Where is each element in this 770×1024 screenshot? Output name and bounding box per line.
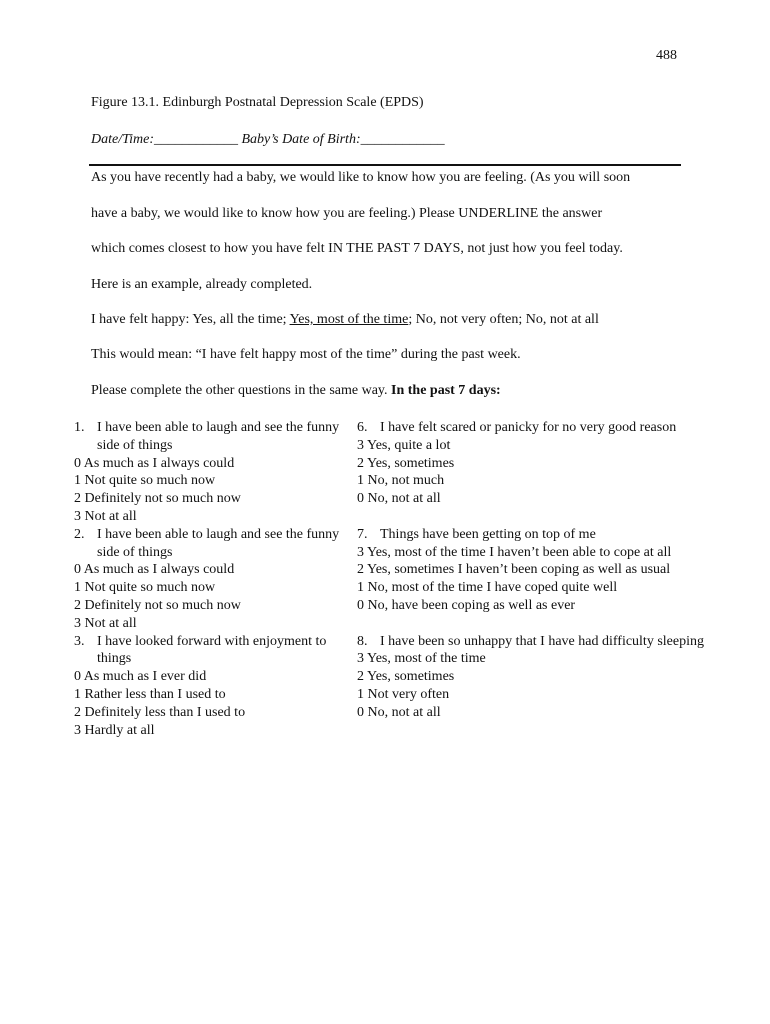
answer-option[interactable]: 3 Not at all [74, 508, 137, 524]
horizontal-rule [89, 164, 681, 166]
answer-option[interactable]: 2 Yes, sometimes I haven’t been coping as well as usual [357, 562, 671, 578]
answer-option[interactable]: 0 As much as I ever did [74, 669, 207, 685]
page-number: 488 [656, 48, 677, 63]
question-8 [357, 633, 717, 722]
question-text: I have been able to laugh and see the funny side of things [97, 526, 340, 560]
intro-line-3: which comes closest to how you have felt IN THE PAST 7 DAYS, not just how you feel today. [91, 241, 623, 256]
answer-option[interactable]: 0 As much as I always could [74, 562, 235, 578]
question-text: I have been able to laugh and see the funny side of things [97, 420, 340, 453]
questions-left-column [74, 419, 344, 739]
intro-line-1: As you have recently had a baby, we would like to know how you are feeling. (As you will soon [91, 170, 631, 185]
question-spacer [357, 615, 717, 633]
intro-line-2: have a baby, we would like to know how you are feeling.) Please UNDERLINE the answer [91, 206, 603, 221]
answer-option[interactable]: 3 Hardly at all [74, 722, 155, 738]
question-number: 3. [74, 633, 85, 649]
question-2 [74, 526, 344, 633]
intro-line-4: Here is an example, already completed. [91, 277, 313, 292]
question-text: Things have been getting on top of me [380, 526, 596, 542]
example-suffix: ; No, not very often; No, not at all [408, 312, 599, 327]
question-text: I have looked forward with enjoyment to things [97, 633, 327, 667]
answer-option[interactable]: 1 No, not much [357, 473, 445, 489]
answer-option[interactable]: 0 No, not at all [357, 491, 441, 507]
answer-option[interactable]: 1 Not quite so much now [74, 580, 216, 596]
question-number: 8. [357, 633, 368, 649]
instruction-text: Please complete the other questions in the same way. [91, 383, 392, 398]
meaning-line: This would mean: “I have felt happy most of the time” during the past week. [91, 347, 521, 362]
answer-option[interactable]: 2 Definitely less than I used to [74, 704, 246, 720]
answer-option[interactable]: 0 As much as I always could [74, 455, 235, 471]
answer-option[interactable]: 0 No, not at all [357, 704, 441, 720]
instruction-line [91, 383, 691, 399]
answer-option[interactable]: 3 Yes, most of the time I haven’t been able to cope at all [357, 544, 672, 560]
question-number: 7. [357, 526, 368, 542]
questions-right-column [357, 419, 717, 722]
date-time-field-line: Date/Time:____________ Baby’s Date of Birth:____________ [91, 132, 445, 147]
question-6 [357, 419, 717, 508]
question-1 [74, 419, 344, 526]
question-number: 2. [74, 526, 85, 542]
question-text: I have been so unhappy that I have had difficulty sleeping [380, 633, 704, 649]
answer-option[interactable]: 1 Rather less than I used to [74, 686, 226, 702]
example-line [91, 312, 691, 328]
question-7 [357, 526, 717, 615]
answer-option[interactable]: 1 Not very often [357, 686, 450, 702]
question-spacer [357, 508, 717, 526]
answer-option[interactable]: 3 Not at all [74, 615, 137, 631]
example-underlined-answer: Yes, most of the time [289, 312, 409, 327]
answer-option[interactable]: 2 Yes, sometimes [357, 669, 455, 685]
answer-option[interactable]: 1 No, most of the time I have coped quite well [357, 580, 618, 596]
answer-option[interactable]: 2 Definitely not so much now [74, 597, 241, 613]
question-number: 1. [74, 420, 85, 435]
figure-title: Figure 13.1. Edinburgh Postnatal Depression Scale (EPDS) [91, 95, 424, 110]
answer-option[interactable]: 3 Yes, quite a lot [357, 437, 451, 453]
answer-option[interactable]: 2 Definitely not so much now [74, 491, 241, 507]
answer-option[interactable]: 1 Not quite so much now [74, 473, 216, 489]
question-3 [74, 633, 344, 740]
instruction-bold: In the past 7 days: [391, 383, 501, 398]
answer-option[interactable]: 0 No, have been coping as well as ever [357, 597, 576, 613]
example-prefix: I have felt happy: Yes, all the time; [91, 312, 290, 327]
question-number: 6. [357, 420, 368, 435]
question-text: I have felt scared or panicky for no very good reason [380, 420, 677, 435]
answer-option[interactable]: 2 Yes, sometimes [357, 455, 455, 471]
answer-option[interactable]: 3 Yes, most of the time [357, 651, 486, 667]
